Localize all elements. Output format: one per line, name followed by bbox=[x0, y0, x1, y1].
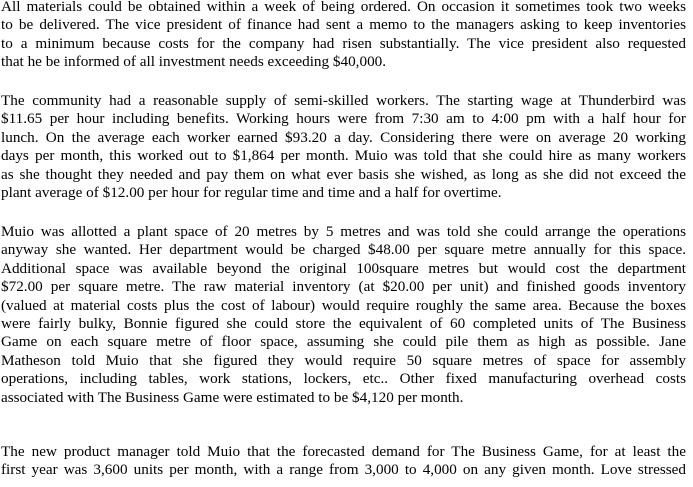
text-line: Matheson told Muio that she figured they would require 50 square metres of space for assembly bbox=[1, 351, 686, 369]
text-line: The community had a reasonable supply of semi-skilled workers. The starting wage at Thunderbird was bbox=[1, 92, 686, 109]
paragraph-materials-ordering bbox=[1, 0, 686, 72]
text-line: (valued at material costs plus the cost of labour) would require roughly the same area. Because the boxes bbox=[1, 296, 686, 314]
text-line: to a minimum because costs for the company had risen substantially. The vice president also requested bbox=[1, 34, 686, 52]
text-line: first year was 3,600 units per month, with a range from 3,000 to 4,000 on any given month. Love stressed bbox=[1, 461, 686, 479]
text-line: were fairly bulky, Bonnie figured she could store the equivalent of 60 completed units of The Business bbox=[1, 314, 686, 332]
text-line: plant average of $12.00 per hour for regular time and time and a half for overtime. bbox=[1, 183, 502, 201]
paragraph-plant-space bbox=[1, 223, 686, 407]
text-line: that he be informed of all investment needs exceeding $40,000. bbox=[1, 53, 387, 71]
text-line: Additional space was available beyond the original 100square metres but would cost the department bbox=[1, 259, 686, 277]
text-line: Game on each square metre of floor space, assuming she could pile them as high as possible. Jane bbox=[1, 333, 686, 351]
text-line: associated with The Business Game were estimated to be $4,120 per month. bbox=[1, 388, 464, 406]
paragraph-forecasted-demand bbox=[1, 443, 686, 480]
text-line: $72.00 per square metre. The raw material inventory (at $20.00 per unit) and finished goods inventory bbox=[1, 278, 686, 296]
paragraph-workers-wages bbox=[1, 92, 686, 202]
text-line: as she thought they needed and pay them on what ever basis she wished, as long as she did not exceed the bbox=[1, 165, 686, 183]
text-line: lunch. On the average each worker earned $93.20 a day. Considering there were on average 20 working bbox=[1, 128, 686, 146]
text-line: $11.65 per hour including benefits. Working hours were from 7:30 am to 4:00 pm with a half hour for bbox=[1, 110, 686, 128]
text-line: The new product manager told Muio that the forecasted demand for The Business Game, for at least the bbox=[1, 443, 686, 460]
text-line: operations, including tables, work stations, lockers, etc.. Other fixed manufacturing overhead costs bbox=[1, 370, 686, 388]
text-line: anyway she wanted. Her department would be charged $48.00 per square metre annually for this space. bbox=[1, 241, 686, 259]
text-line: Muio was allotted a plant space of 20 metres by 5 metres and was told she could arrange the operations bbox=[1, 223, 686, 240]
text-line: to be delivered. The vice president of finance had sent a memo to the managers asking to keep inventories bbox=[1, 16, 686, 34]
text-line: All materials could be obtained within a week of being ordered. On occasion it sometimes took two weeks bbox=[1, 0, 686, 15]
text-line: days per month, this worked out to $1,864 per month. Muio was told that she could hire as many workers bbox=[1, 147, 686, 165]
